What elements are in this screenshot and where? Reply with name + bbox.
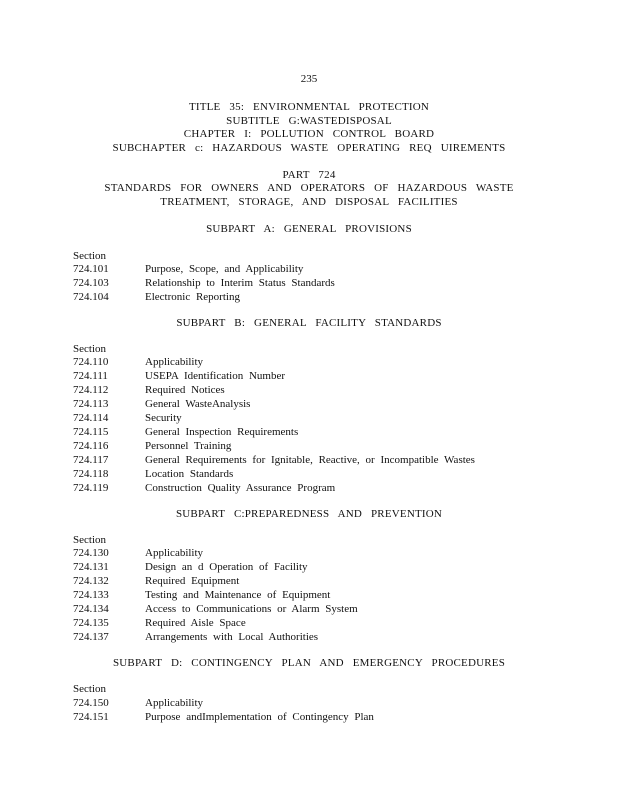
subpart-heading: SUBPART D: CONTINGENCY PLAN AND EMERGENCY PROCEDURES: [112, 657, 506, 669]
subpart-heading: SUBPART B: GENERAL FACILITY STANDARDS: [176, 317, 442, 329]
section-title: Construction Quality Assurance Program: [145, 482, 336, 494]
section-title: Purpose andImplementation of Contingency Plan: [145, 711, 374, 723]
section-label: Section: [73, 250, 106, 262]
chapter-line: CHAPTER I: POLLUTION CONTROL BOARD: [183, 128, 435, 140]
list-item: [73, 290, 553, 304]
part-title-line1: STANDARDS FOR OWNERS AND OPERATORS OF HAZARDOUS WASTE: [104, 182, 514, 194]
section-number: 724.115: [73, 426, 109, 438]
list-item: [73, 602, 553, 616]
list-item: [73, 383, 553, 397]
section-number: 724.130: [73, 547, 109, 559]
section-list: [73, 546, 553, 644]
list-item: [73, 560, 553, 574]
section-number: 724.132: [73, 575, 109, 587]
section-title: Security: [145, 412, 182, 424]
section-title: Arrangements with Local Authorities: [145, 631, 319, 643]
section-title: USEPA Identification Number: [145, 370, 286, 382]
section-list: [73, 262, 553, 304]
list-item: [73, 710, 553, 724]
section-list: [73, 355, 553, 495]
list-item: [73, 262, 553, 276]
list-item: [73, 453, 553, 467]
section-title: Location Standards: [145, 468, 234, 480]
list-item: [73, 616, 553, 630]
list-item: [73, 588, 553, 602]
section-label: Section: [73, 534, 106, 546]
section-number: 724.101: [73, 263, 109, 275]
list-item: [73, 276, 553, 290]
section-number: 724.151: [73, 711, 109, 723]
section-title: General Requirements for Ignitable, Reactive, or Incompatible Wastes: [145, 454, 475, 466]
subpart-heading: SUBPART A: GENERAL PROVISIONS: [206, 223, 412, 235]
page-number: 235: [300, 73, 318, 85]
section-label: Section: [73, 683, 106, 695]
section-number: 724.150: [73, 697, 109, 709]
list-item: [73, 369, 553, 383]
section-number: 724.118: [73, 468, 109, 480]
list-item: [73, 630, 553, 644]
section-title: Applicability: [145, 547, 204, 559]
subtitle-line: SUBTITLE G:WASTEDISPOSAL: [226, 115, 392, 127]
section-number: 724.131: [73, 561, 109, 573]
section-number: 724.135: [73, 617, 109, 629]
section-number: 724.117: [73, 454, 109, 466]
section-title: Applicability: [145, 356, 204, 368]
part-number: PART 724: [282, 169, 336, 181]
section-list: [73, 696, 553, 724]
list-item: [73, 467, 553, 481]
section-title: General Inspection Requirements: [145, 426, 299, 438]
section-number: 724.104: [73, 291, 109, 303]
list-item: [73, 439, 553, 453]
part-title-line2: TREATMENT, STORAGE, AND DISPOSAL FACILITIES: [160, 196, 458, 208]
section-number: 724.110: [73, 356, 109, 368]
section-title: Design an d Operation of Facility: [145, 561, 308, 573]
section-number: 724.112: [73, 384, 109, 396]
section-number: 724.133: [73, 589, 109, 601]
section-title: Required Equipment: [145, 575, 240, 587]
section-number: 724.103: [73, 277, 109, 289]
list-item: [73, 574, 553, 588]
section-title: Electronic Reporting: [145, 291, 240, 303]
section-title: Access to Communications or Alarm System: [145, 603, 358, 615]
list-item: [73, 696, 553, 710]
list-item: [73, 481, 553, 495]
section-title: General WasteAnalysis: [145, 398, 251, 410]
section-number: 724.119: [73, 482, 109, 494]
list-item: [73, 411, 553, 425]
list-item: [73, 355, 553, 369]
section-number: 724.114: [73, 412, 109, 424]
section-title: Purpose, Scope, and Applicability: [145, 263, 304, 275]
list-item: [73, 546, 553, 560]
section-title: Relationship to Interim Status Standards: [145, 277, 335, 289]
section-title: Testing and Maintenance of Equipment: [145, 589, 331, 601]
section-number: 724.111: [73, 370, 108, 382]
title-line: TITLE 35: ENVIRONMENTAL PROTECTION: [188, 101, 430, 113]
section-title: Personnel Training: [145, 440, 232, 452]
section-number: 724.137: [73, 631, 109, 643]
list-item: [73, 425, 553, 439]
subpart-heading: SUBPART C:PREPAREDNESS AND PREVENTION: [175, 508, 443, 520]
subchapter-line: SUBCHAPTER c: HAZARDOUS WASTE OPERATING REQ UIREMENTS: [112, 142, 506, 154]
section-number: 724.116: [73, 440, 109, 452]
section-title: Applicability: [145, 697, 204, 709]
section-title: Required Notices: [145, 384, 225, 396]
section-title: Required Aisle Space: [145, 617, 246, 629]
section-label: Section: [73, 343, 106, 355]
section-number: 724.113: [73, 398, 109, 410]
section-number: 724.134: [73, 603, 109, 615]
list-item: [73, 397, 553, 411]
